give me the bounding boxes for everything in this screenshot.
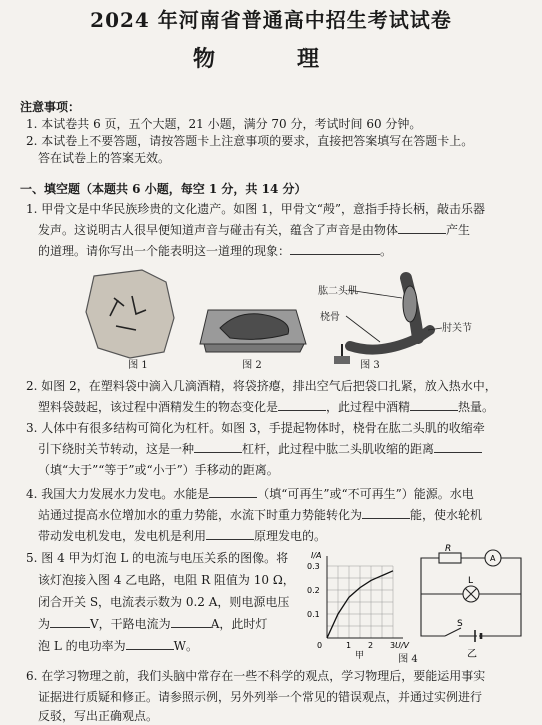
- q4-line-3: [38, 528, 326, 544]
- q4-line-2: [38, 507, 482, 523]
- label-a: A: [490, 554, 496, 563]
- label-elbow: 肘关节: [442, 323, 472, 334]
- q5-line-2: 该灯泡接入图 4 乙电路，电阻 R 阻值为 10 Ω，: [38, 573, 295, 587]
- q1-line-1: 1. 甲骨文是中华民族珍贵的文化遗产。如图 1，甲骨文“殸”，意指手持长柄，敲击乐器: [26, 202, 485, 216]
- q2-text-a: 塑料袋鼓起，该过程中酒精发生的物态变化是: [38, 400, 279, 414]
- figures-1-3: [80, 268, 470, 364]
- q4-blank-3[interactable]: [206, 528, 254, 540]
- plastic-bag-figure: [200, 310, 306, 352]
- note-2: 2. 本试卷上不要答题，请按答题卡上注意事项的要求，直接把答案填写在答题卡上。: [26, 134, 474, 148]
- q6-line-3: 反驳，写出正确观点。: [38, 709, 159, 723]
- q5-blank-3[interactable]: [126, 638, 174, 650]
- x-tick-label: 1: [346, 641, 352, 650]
- q4-line-1: [26, 486, 474, 502]
- label-s: S: [457, 619, 463, 629]
- y-tick-label: 0.1: [307, 610, 320, 619]
- q3-line-1: 3. 人体中有很多结构可简化为杠杆。如图 3，手提起物体时，桡骨在肱二头肌的收缩牵: [26, 421, 485, 435]
- oracle-bone-figure: [86, 270, 174, 358]
- fig3-caption: 图 3: [360, 360, 380, 371]
- q5-text-c: A，此时灯: [210, 617, 268, 631]
- q4-blank-1[interactable]: [209, 486, 257, 498]
- x-tick-label: 3: [390, 641, 396, 650]
- y-tick-label: 0.3: [307, 562, 320, 571]
- q1-text-d: 。: [380, 244, 393, 258]
- fig1-caption: 图 1: [128, 360, 148, 371]
- origin-label: 0: [317, 641, 323, 650]
- label-r: R: [445, 544, 452, 554]
- q4-text-c: 站通过提高水位增加水的重力势能，水流下时重力势能转化为: [38, 508, 363, 522]
- notes-heading: 注意事项：: [20, 100, 81, 114]
- x-tick-label: 2: [368, 641, 374, 650]
- q3-line-2: [38, 441, 482, 457]
- x-axis-label: U/V: [395, 641, 410, 650]
- q1-text-c: 的道理。请你写出一个能表明这一道理的现象：: [38, 244, 291, 258]
- q5-line-3: 闭合开关 S，电流表示数为 0.2 A，则电源电压: [38, 595, 290, 609]
- q5-text-e: W。: [173, 639, 198, 653]
- label-l: L: [468, 576, 474, 586]
- q5-text-d: 泡 L 的电功率为: [38, 639, 126, 653]
- q2-line-2: [38, 399, 494, 415]
- q4-text-d: 能，使水轮机: [410, 508, 483, 522]
- q2-text-b: ，此过程中酒精: [326, 400, 411, 414]
- q6-line-2: 证据进行质疑和修正。请参照示例，另外列举一个常见的错误观点，并通过实例进行: [38, 690, 483, 704]
- y-tick-label: 0.2: [307, 586, 320, 595]
- q5-text-b: V，干路电流为: [90, 617, 171, 631]
- q4-blank-2[interactable]: [362, 507, 410, 519]
- q3-blank-1[interactable]: [194, 441, 242, 453]
- resistor-r: [439, 553, 461, 563]
- q1-line-2: [38, 222, 470, 238]
- q3-text-a: 引下绕肘关节转动，这是一种: [38, 442, 195, 456]
- exam-title: 2024 年河南省普通高中招生考试试卷: [90, 8, 452, 32]
- figure-4: [305, 544, 537, 662]
- q4-text-a: 4. 我国大力发展水力发电。水能是: [26, 487, 210, 501]
- note-3: 答在试卷上的答案无效。: [38, 151, 171, 165]
- q1-text-a: 发声。这说明古人很早便知道声音与碰击有关，蕴含了声音是由物体: [38, 223, 399, 237]
- q5-blank-1[interactable]: [50, 616, 90, 628]
- label-biceps: 肱二头肌: [318, 286, 358, 297]
- q4-text-e: 带动发电机发电，发电机是利用: [38, 529, 207, 543]
- q3-text-b: 杠杆，此过程中肱二头肌收缩的距离: [242, 442, 435, 456]
- label-radius: 桡骨: [320, 312, 340, 323]
- fig2-caption: 图 2: [242, 360, 262, 371]
- q1-blank-1[interactable]: [398, 222, 446, 234]
- circuit-diagram: [421, 550, 521, 642]
- q5-text-a: 为: [38, 617, 51, 631]
- q1-blank-2[interactable]: [290, 243, 380, 255]
- note-1: 1. 本试卷共 6 页，五个大题，21 小题，满分 70 分，考试时间 60 分钟。: [26, 117, 422, 131]
- q3-line-3: （填“大于”“等于”或“小于”）手移动的距离。: [38, 463, 279, 477]
- q2-blank-1[interactable]: [278, 399, 326, 411]
- label-yi: 乙: [467, 649, 477, 660]
- q5-line-5: [38, 638, 198, 654]
- q4-text-f: 原理发电的。: [254, 529, 327, 543]
- q3-blank-2[interactable]: [434, 441, 482, 453]
- q5-line-1: 5. 图 4 甲为灯泡 L 的电流与电压关系的图像。将: [26, 551, 289, 565]
- q1-line-3: [38, 243, 392, 259]
- section-1-heading: 一、填空题（本题共 6 小题，每空 1 分，共 14 分）: [20, 182, 307, 196]
- q6-line-1: 6. 在学习物理之前，我们头脑中常存在一些不科学的观点，学习物理后，要能运用事实: [26, 669, 486, 683]
- label-jia: 甲: [355, 651, 365, 661]
- q2-blank-2[interactable]: [410, 399, 458, 411]
- subject-title: 物 理: [192, 46, 349, 72]
- q5-blank-2[interactable]: [171, 616, 211, 628]
- fig4-caption: 图 4: [398, 654, 418, 665]
- q2-text-c: 热量。: [458, 400, 495, 414]
- q1-text-b: 产生: [446, 223, 471, 237]
- q4-text-b: （填“可再生”或“不可再生”）能源。水电: [257, 487, 474, 501]
- y-axis-label: I/A: [311, 551, 322, 560]
- q5-line-4: [38, 616, 267, 632]
- q2-line-1: 2. 如图 2，在塑料袋中滴入几滴酒精，将袋挤瘪，排出空气后把袋口扎紧，放入热水中，: [26, 379, 497, 393]
- iu-chart: [307, 551, 410, 661]
